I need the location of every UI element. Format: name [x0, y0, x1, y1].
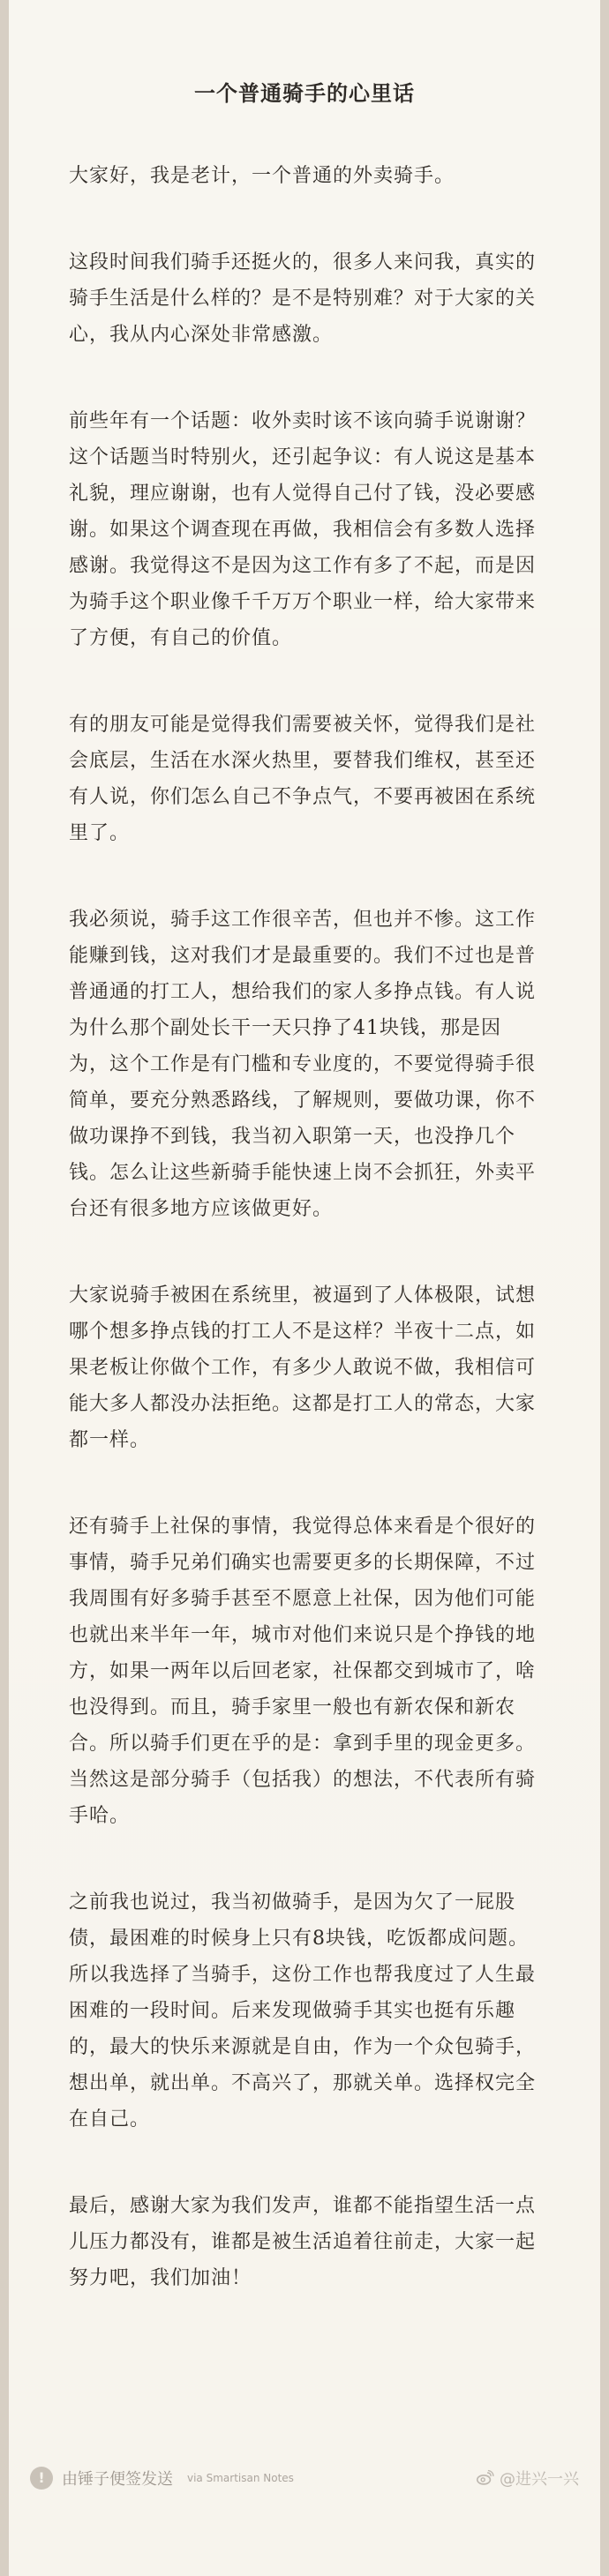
paragraph-4: 有的朋友可能是觉得我们需要被关怀，觉得我们是社会底层，生活在水深火热里，要替我们维权，甚至还有人说，你们怎么自己不争点气，不要再被困在系统里了。 — [69, 714, 537, 844]
sent-from-text: 由锤子便签发送 — [62, 2470, 173, 2489]
note-footer — [30, 2460, 579, 2497]
paragraph-6: 大家说骑手被困在系统里，被逼到了人体极限，试想哪个想多挣点钱的打工人不是这样？半夜十二点，如果老板让你做个工作，有多少人敢说不做，我相信可能大多人都没办法拒绝。这都是打工人的常态，大家都一样。 — [69, 1284, 537, 1451]
note-title: 一个普通骑手的心里话 — [194, 81, 415, 106]
paragraph-7: 还有骑手上社保的事情，我觉得总体来看是个很好的事情，骑手兄弟们确实也需要更多的长期保障，不过我周围有好多骑手甚至不愿意上社保，因为他们可能也就出来半年一年，城市对他们来说只是个挣钱的地方，如果一两年以后回老家，社保都交到城市了，啥也没得到。而且，骑手家里一般也有新农保和新农合。所以骑手们更在乎的是：拿到手里的现金更多。当然这是部分骑手（包括我）的想法，不代表所有骑手哈。 — [69, 1516, 537, 1827]
watermark — [475, 2467, 579, 2490]
paragraph-2: 这段时间我们骑手还挺火的，很多人来问我，真实的骑手生活是什么样的？是不是特别难？对于大家的关心，我从内心深处非常感激。 — [69, 251, 537, 346]
via-smartisan-text: via Smartisan Notes — [187, 2472, 294, 2484]
note-body — [69, 158, 540, 2296]
paragraph-3: 前些年有一个话题：收外卖时该不该向骑手说谢谢？这个话题当时特别火，还引起争议：有人说这是基本礼貌，理应谢谢，也有人觉得自己付了钱，没必要感谢。如果这个调查现在再做，我相信会有多数人选择感谢。我觉得这不是因为这工作有多了不起，而是因为骑手这个职业像千千万万个职业一样，给大家带来了方便，有自己的价值。 — [69, 410, 537, 649]
weibo-icon — [475, 2468, 494, 2488]
info-icon: ! — [30, 2467, 53, 2490]
paragraph-5: 我必须说，骑手这工作很辛苦，但也并不惨。这工作能赚到钱，这对我们才是最重要的。我们不过也是普普通通的打工人，想给我们的家人多挣点钱。有人说为什么那个副处长干一天只挣了41块钱，那是因为，这个工作是有门槛和专业度的，不要觉得骑手很简单，要充分熟悉路线，了解规则，要做功课，你不做功课挣不到钱，我当初入职第一天，也没挣几个钱。怎么让这些新骑手能快速上岗不会抓狂，外卖平台还有很多地方应该做更好。 — [69, 909, 537, 1220]
paragraph-9: 最后，感谢大家为我们发声，谁都不能指望生活一点儿压力都没有，谁都是被生活追着往前走，大家一起努力吧，我们加油！ — [69, 2195, 537, 2289]
note-content — [9, 0, 600, 2296]
send-info — [30, 2467, 294, 2490]
paragraph-1: 大家好，我是老计，一个普通的外卖骑手。 — [69, 165, 455, 187]
watermark-text: @进兴一兴 — [500, 2470, 579, 2489]
paragraph-8: 之前我也说过，我当初做骑手，是因为欠了一屁股债，最困难的时候身上只有8块钱，吃饭都成问题。所以我选择了当骑手，这份工作也帮我度过了人生最困难的一段时间。后来发现做骑手其实也挺有乐趣的，最大的快乐来源就是自由，作为一个众包骑手，想出单，就出单。不高兴了，那就关单。选择权完全在自己。 — [69, 1891, 537, 2130]
